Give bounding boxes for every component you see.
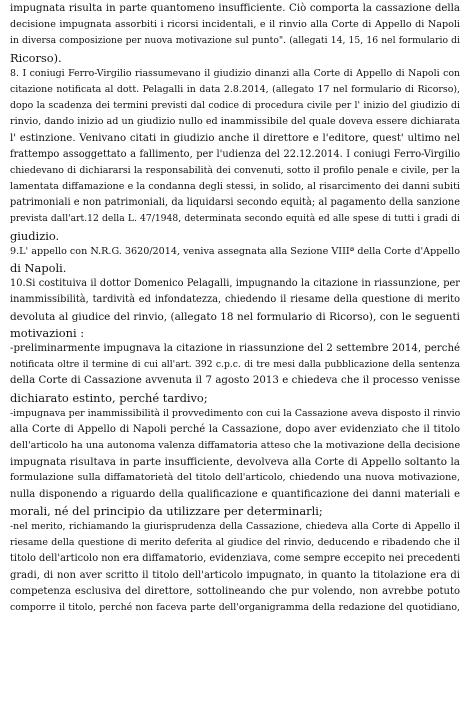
text-line: alla Corte di Appello di Napoli perché la Cassazione, dopo aver evidenziato che il titolo (10, 423, 460, 435)
text-line: patrimoniali e non patrimoniali, da liquidarsi secondo equità; al pagamento della sanzione (10, 197, 460, 209)
text-line: della Corte di Cassazione avvenuta il 7 agosto 2013 e chiedeva che il processo venisse (10, 375, 460, 387)
text-line: notificata oltre il termine di cui all'art. 392 c.p.c. di tre mesi dalla pubblicazione della sentenza (10, 359, 460, 371)
text-line: -preliminarmente impugnava la citazione in riassunzione del 2 settembre 2014, perché (10, 342, 460, 354)
text-line: impugnata risulta in parte quantomeno insufficiente. Ciò comporta la cassazione della (10, 3, 460, 14)
text-line: prevista dall'art.12 della L. 47/1948, determinata secondo equità ed alle spese di tutti i gradi di (10, 213, 460, 225)
text-line: decisione impugnata assorbiti i ricorsi incidentali, e il rinvio alla Corte di Appello di Napoli (10, 19, 460, 31)
text-line: formulazione sulla diffamatorietà del titolo dell'articolo, chiedendo una nuova motivazione, (10, 472, 460, 484)
text-line: chiedevano di dichiararsi la responsabilità dei convenuti, sotto il profilo penale e civile, per la (10, 164, 460, 176)
text-line: competenza esclusiva del direttore, sottolineando che pur volendo, non avrebbe potuto (10, 585, 460, 597)
text-line: rinvio, dando inizio ad un giudizio nullo ed inammissibile del quale doveva essere dichiarata (10, 116, 460, 128)
text-line: riesame della questione di merito deferita al giudice del rinvio, deducendo e ribadendo che il (10, 537, 460, 549)
text-line: dell'articolo ha una autonoma valenza diffamatoria atteso che la motivazione della decisione (10, 440, 460, 452)
text-line: devoluta al giudice del rinvio, (allegato 18 nel formulario di Ricorso), con le seguenti (10, 310, 460, 323)
text-line: motivazioni : (10, 325, 85, 340)
text-line: giudizio. (10, 228, 60, 243)
text-line: frattempo assoggettato a fallimento, per l'udienza del 22.12.2014. I coniugi Ferro-Virgilio (10, 148, 460, 160)
text-line: in diversa composizione per nuova motivazione sul punto". (allegati 14, 15, 16 nel formulario di (10, 35, 460, 47)
text-line: nulla disponendo a riguardo della qualificazione e quantificazione dei danni materiali e (10, 488, 460, 500)
text-line: comporre il titolo, perché non faceva parte dell'organigramma della redazione del quotidiano, (10, 601, 460, 613)
text-line: morali, né del principio da utilizzare per determinarli; (10, 503, 323, 518)
text-line: l' estinzione. Venivano citati in giudizio anche il direttore e l'editore, quest' ultimo nel (10, 132, 460, 144)
text-line: Ricorso). (10, 50, 62, 65)
text-line: -nel merito, richiamando la giurisprudenza della Cassazione, chiedeva alla Corte di Appello il (10, 521, 460, 532)
text-line: citazione notificata al dott. Pelagalli in data 2.8.2014, (allegato 17 nel formulario di Ricorso), (10, 83, 460, 95)
text-line: titolo dell'articolo non era diffamatorio, evidenziava, come sempre eccepito nei precedenti (10, 553, 460, 565)
document-body (10, 1, 460, 616)
text-line: dichiarato estinto, perché tardivo; (10, 390, 208, 405)
text-line: lamentata diffamazione e la condanna degli stessi, in solido, al risarcimento dei danni subiti (10, 181, 460, 193)
text-line: -impugnava per inammissibilità il provvedimento con cui la Cassazione aveva disposto il rinvio (10, 407, 460, 419)
text-line: dopo la scadenza dei termini previsti dal codice di procedura civile per l' inizio del giudizio di (10, 100, 460, 112)
text-line: di Napoli. (10, 261, 67, 275)
text-line: 10.Si costituiva il dottor Domenico Pelagalli, impugnando la citazione in riassunzione, per (10, 278, 460, 290)
text-line: inammissibilità, tardività ed infondatezza, chiedendo il riesame della questione di merito (10, 294, 460, 306)
text-line: impugnata risultava in parte insufficiente, devolveva alla Corte di Appello soltanto la (10, 456, 460, 469)
text-line: gradi, di non aver scritto il titolo dell'articolo impugnato, in quanto la titolazione era di (10, 569, 460, 581)
text-line: 8. I coniugi Ferro-Virgilio riassumevano il giudizio dinanzi alla Corte di Appello di Napoli con (10, 67, 460, 79)
text-line: 9.L' appello con N.R.G. 3620/2014, veniva assegnata alla Sezione VIIIª della Corte d'Appello (10, 245, 460, 257)
